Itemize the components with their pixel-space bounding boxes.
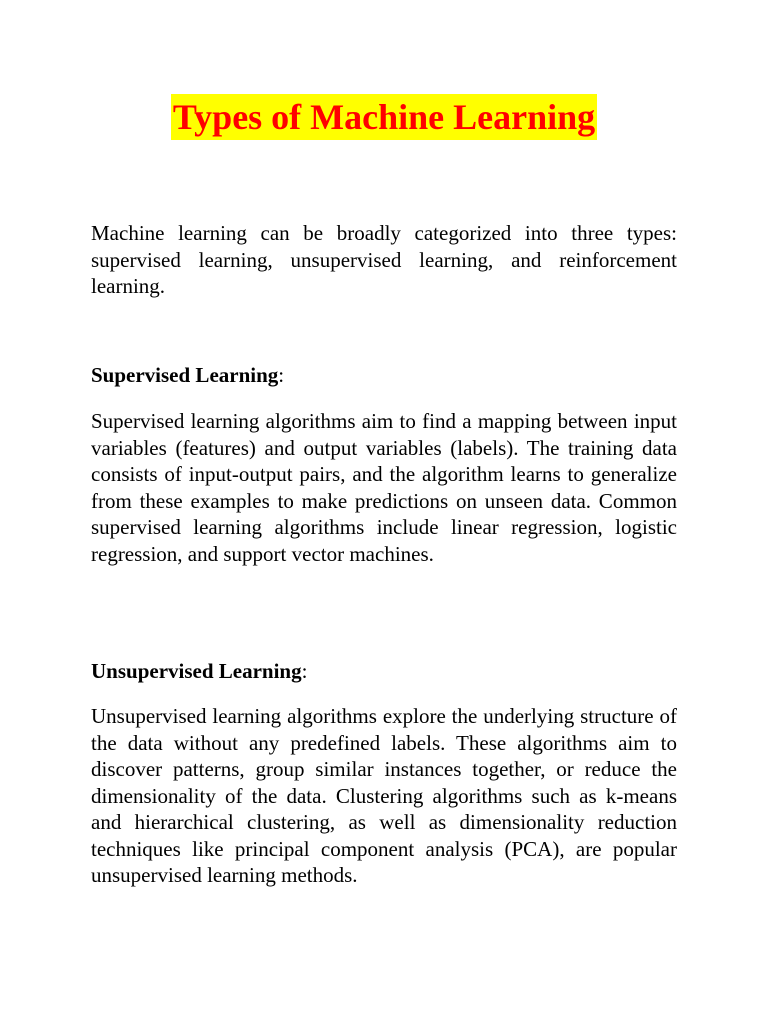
section-heading-supervised-label: Supervised Learning <box>91 363 279 387</box>
section-heading-unsupervised-colon: : <box>301 659 308 683</box>
section-body-supervised: Supervised learning algorithms aim to find a mapping between input variables (features) and output variables (labels). The training data consists of input-output pairs, and the algorithm learns to generalize from these examples to make predictions on unseen data. Common supervised learning algorithms include linear regression, logistic regression, and support vector machines. <box>91 409 677 566</box>
intro-paragraph: Machine learning can be broadly categorized into three types: supervised learning, unsupervised learning, and reinforcement learning. <box>91 221 677 298</box>
page-title: Types of Machine Learning <box>171 94 597 140</box>
section-heading-supervised-colon: : <box>278 363 285 387</box>
section-heading-unsupervised <box>91 658 307 684</box>
section-heading-supervised <box>91 362 284 388</box>
section-body-unsupervised: Unsupervised learning algorithms explore the underlying structure of the data without any predefined labels. These algorithms aim to discover patterns, group similar instances together, or reduce the dimensionality of the data. Clustering algorithms such as k-means and hierarchical clustering, as well as dimensionality reduction techniques like principal component analysis (PCA), are popular unsupervised learning methods. <box>91 704 677 887</box>
title-container <box>0 94 768 140</box>
section-heading-unsupervised-label: Unsupervised Learning <box>91 659 302 683</box>
